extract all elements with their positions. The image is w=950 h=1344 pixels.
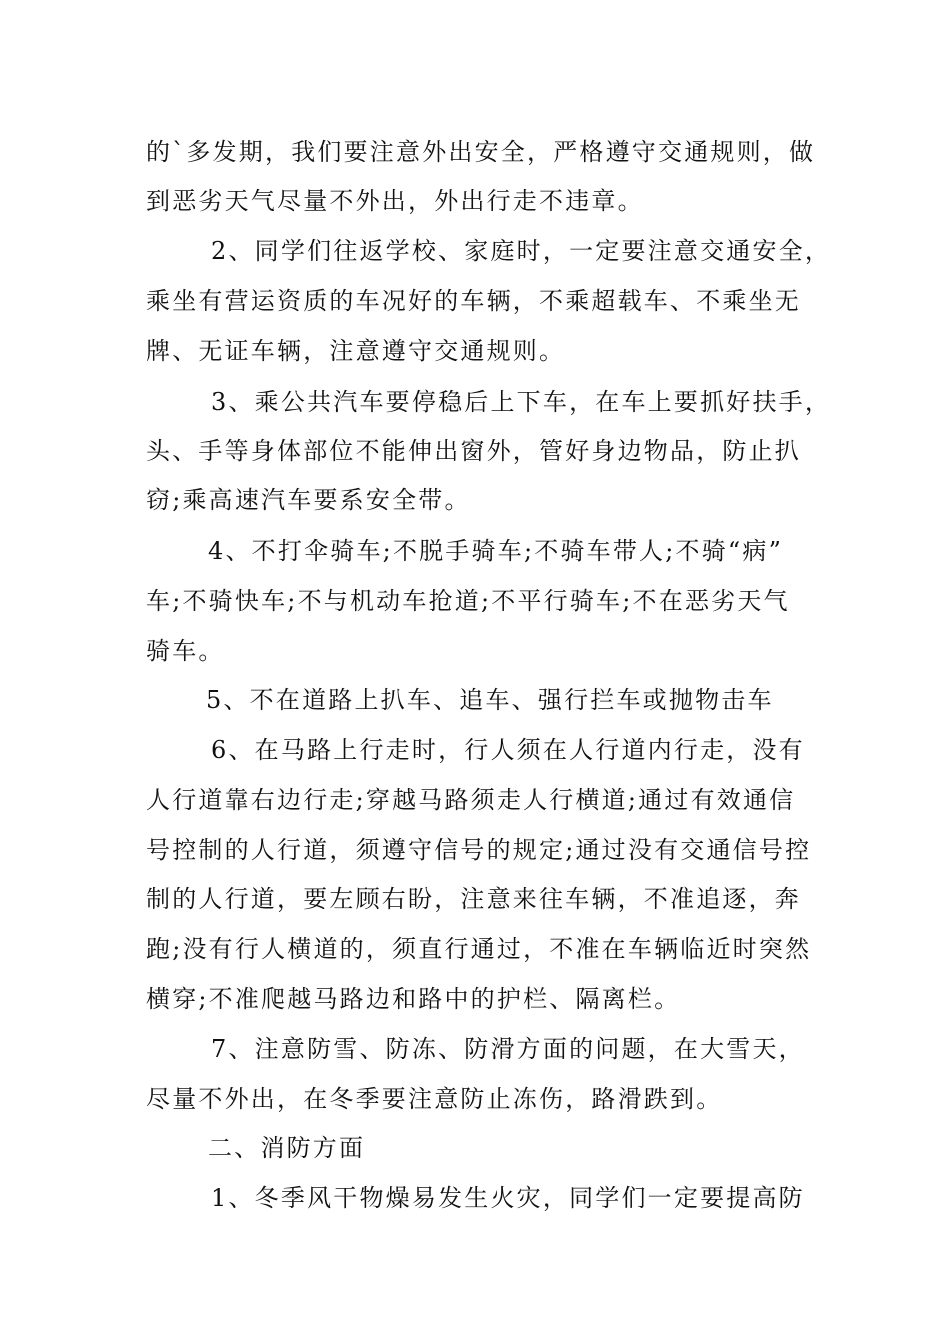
text-line: 窃;乘高速汽车要系安全带。: [146, 486, 471, 514]
text-line: 骑车。: [146, 637, 225, 665]
text-line: 乘坐有营运资质的车况好的车辆，不乘超载车、不乘坐无: [146, 287, 801, 315]
paragraph-start-line: 1、冬季风干物燥易发生火灾，同学们一定要提高防: [211, 1184, 805, 1212]
paragraph-start-line: 7、注意防雪、防冻、防滑方面的问题，在大雪天，: [211, 1035, 805, 1063]
paragraph-start-line: 5、不在道路上扒车、追车、强行拦车或抛物击车: [206, 686, 774, 714]
paragraph-start-line: 6、在马路上行走时，行人须在人行道内行走，没有: [211, 736, 805, 764]
text-line: 尽量不外出，在冬季要注意防止冻伤，路滑跌到。: [146, 1085, 723, 1113]
paragraph-start-line: 2、同学们往返学校、家庭时，一定要注意交通安全，: [211, 237, 832, 265]
text-line: 号控制的人行道，须遵守信号的规定;通过没有交通信号控: [146, 836, 812, 864]
text-line: 制的人行道，要左顾右盼，注意来往车辆，不准追逐，奔: [146, 885, 801, 913]
text-line: 人行道靠右边行走;穿越马路须走人行横道;通过有效通信: [146, 786, 796, 814]
text-line: 头、手等身体部位不能伸出窗外，管好身边物品，防止扒: [146, 437, 801, 465]
text-line: 到恶劣天气尽量不外出，外出行走不违章。: [146, 187, 644, 215]
text-line: 跑;没有行人横道的，须直行通过，不准在车辆临近时突然: [146, 935, 812, 963]
text-line: 车;不骑快车;不与机动车抢道;不平行骑车;不在恶劣天气: [146, 587, 790, 615]
text-line: 的`多发期，我们要注意外出安全，严格遵守交通规则，做: [146, 138, 816, 166]
text-line: 横穿;不准爬越马路边和路中的护栏、隔离栏。: [146, 985, 681, 1013]
paragraph-start-line: 3、乘公共汽车要停稳后上下车，在车上要抓好扶手，: [211, 388, 832, 416]
paragraph-start-line: 4、不打伞骑车;不脱手骑车;不骑车带人;不骑“病”: [208, 537, 784, 565]
section-heading: 二、消防方面: [208, 1134, 366, 1162]
text-line: 牌、无证车辆，注意遵守交通规则。: [146, 337, 566, 365]
